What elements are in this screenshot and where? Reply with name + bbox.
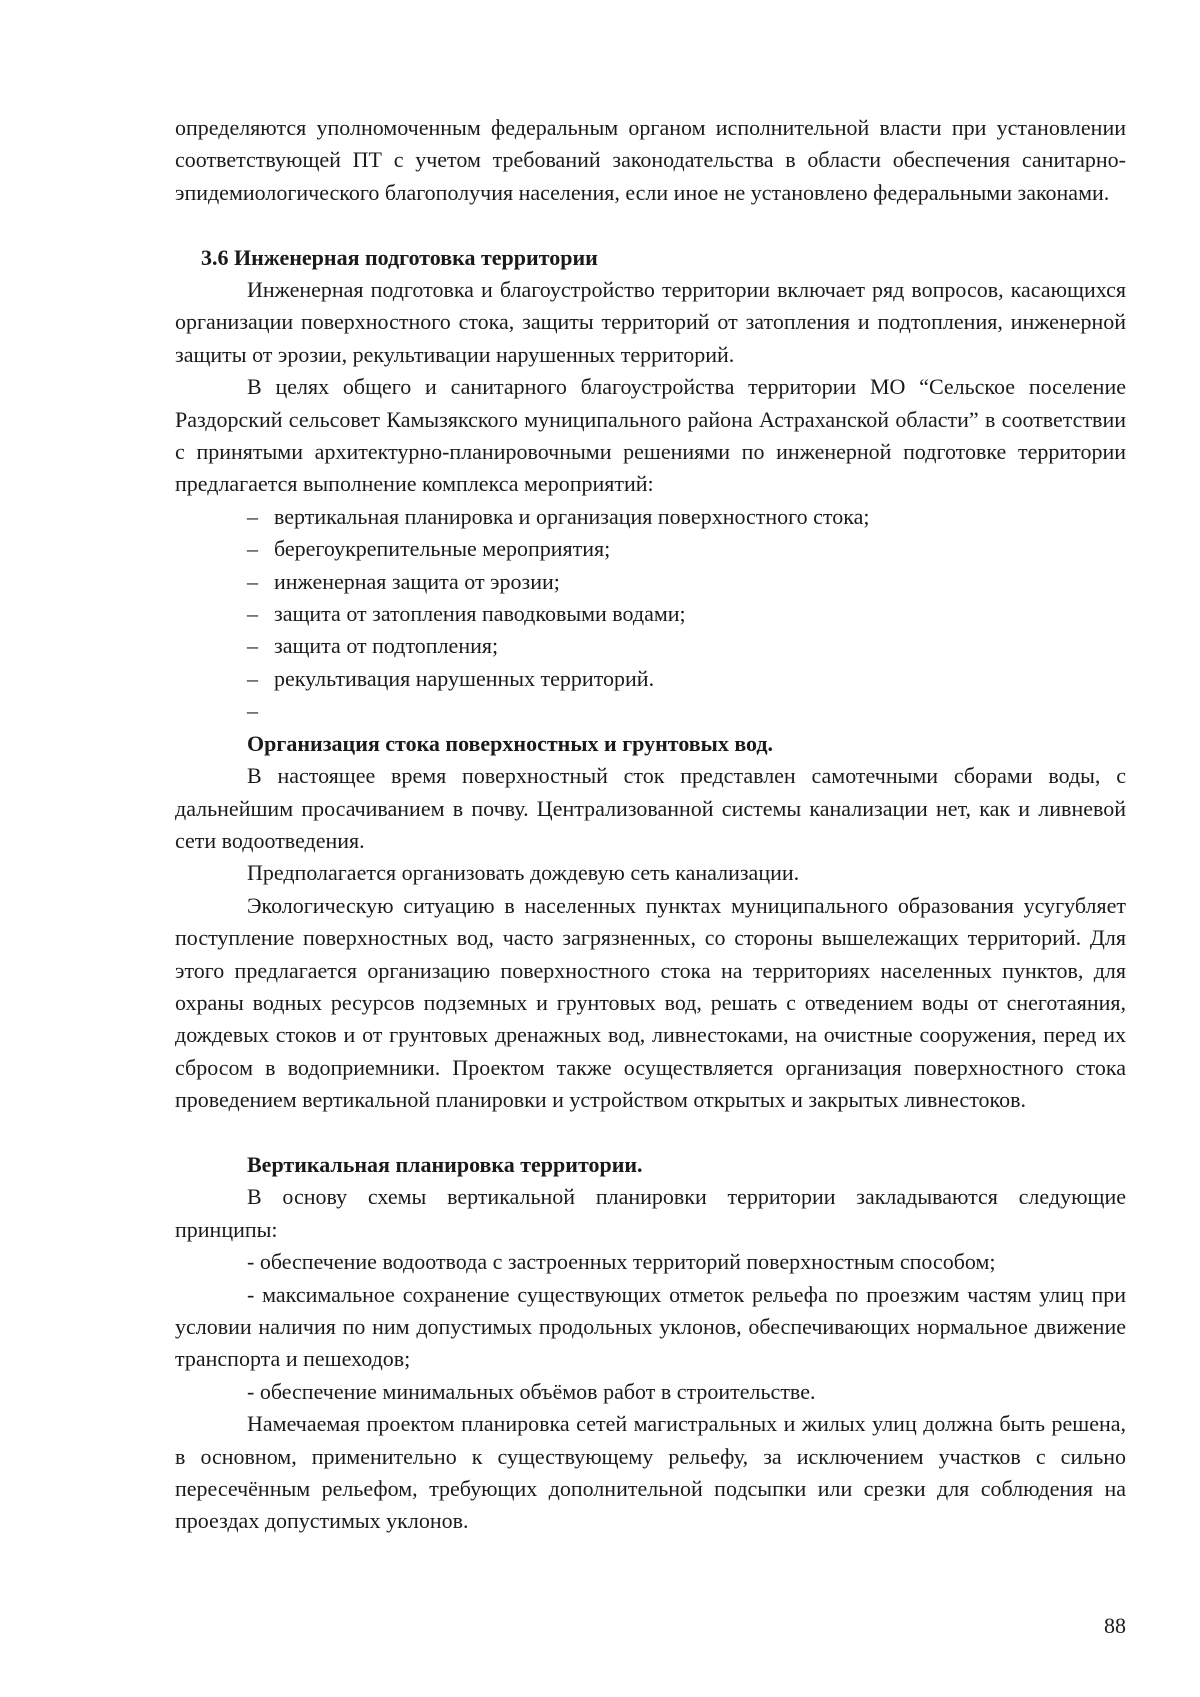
vertical-bullet-3: - обеспечение минимальных объёмов работ в строительстве. xyxy=(247,1378,816,1404)
list-item: – защита от подтопления; xyxy=(175,630,1126,662)
dash-marker: – xyxy=(247,536,258,562)
runoff-paragraph-3: Экологическую ситуацию в населенных пунктах муниципального образования усугубляет поступление поверхностных вод, часто загрязненных, со стороны вышележащих территорий. Для этого предлагается организацию поверхностного стока на территориях населенных пунктов, для охраны водных ресурсов подземных и грунтовых вод, решать с отведением воды от снеготаяния, дождевых стоков и от грунтовых дренажных вод, ливнестоками, на очистные сооружения, перед их сбросом в водоприемники. Проектом также осуществляется организация поверхностного стока проведением вертикальной планировки и устройством открытых и закрытых ливнестоков. xyxy=(175,892,1126,1113)
runoff-heading: Организация стока поверхностных и грунтовых вод. xyxy=(247,730,774,756)
list-item: – берегоукрепительные мероприятия; xyxy=(175,533,1126,565)
intro-paragraph: определяются уполномоченным федеральным органом исполнительной власти при установлении соответствующей ПТ с учетом требований законодательства в области обеспечения санитарно-эпидемиологического благополучия населения, если иное не установлено федеральными законами. xyxy=(175,115,1126,205)
section-paragraph-1: Инженерная подготовка и благоустройство территории включает ряд вопросов, касающихся организации поверхностного стока, защиты территорий от затопления и подтопления, инженерной защиты от эрозии, рекультивации нарушенных территорий. xyxy=(175,277,1126,367)
vertical-paragraph-2: Намечаемая проектом планировка сетей магистральных и жилых улиц должна быть решена, в основном, применительно к существующему рельефу, за исключением участков с сильно пересечённым рельефом, требующих дополнительной подсыпки или срезки для соблюдения на проездах допустимых уклонов. xyxy=(175,1411,1126,1534)
page-number: 88 xyxy=(1104,1613,1126,1638)
vertical-heading: Вертикальная планировка территории. xyxy=(247,1151,643,1177)
vertical-bullet-1: - обеспечение водоотвода с застроенных территорий поверхностным способом; xyxy=(247,1249,996,1275)
list-item: – защита от затопления паводковыми водами; xyxy=(175,598,1126,630)
vertical-paragraph-1: В основу схемы вертикальной планировки территории закладываются следующие принципы: xyxy=(175,1184,1126,1242)
vertical-bullet-2: - максимальное сохранение существующих отметок рельефа по проезжим частям улиц при условии наличия по ним допустимых продольных уклонов, обеспечивающих нормальное движение транспорта и пешеходов; xyxy=(175,1281,1126,1372)
dash-marker: – xyxy=(247,698,258,724)
list-item xyxy=(175,695,1126,727)
dash-marker: – xyxy=(247,601,258,627)
dash-marker: – xyxy=(247,665,258,691)
measures-list xyxy=(175,501,1126,728)
section-paragraph-2: В целях общего и санитарного благоустройства территории МО “Сельское поселение Раздорский сельсовет Камызякского муниципального района Астраханской области” в соответствии с принятыми архитектурно-планировочными решениями по инженерной подготовке территории предлагается выполнение комплекса мероприятий: xyxy=(175,374,1126,497)
dash-marker: – xyxy=(247,568,258,594)
dash-marker: – xyxy=(247,503,258,529)
list-item: – инженерная защита от эрозии; xyxy=(175,566,1126,598)
list-item: – рекультивация нарушенных территорий. xyxy=(175,663,1126,695)
runoff-paragraph-1: В настоящее время поверхностный сток представлен самотечными сборами воды, с дальнейшим просачиванием в почву. Централизованной системы канализации нет, как и ливневой сети водоотведения. xyxy=(175,763,1126,853)
runoff-paragraph-2: Предполагается организовать дождевую сеть канализации. xyxy=(247,860,800,886)
section-heading: 3.6 Инженерная подготовка территории xyxy=(201,244,598,270)
dash-marker: – xyxy=(247,633,258,659)
list-item: – вертикальная планировка и организация поверхностного стока; xyxy=(175,501,1126,533)
document-page xyxy=(175,112,1126,1538)
